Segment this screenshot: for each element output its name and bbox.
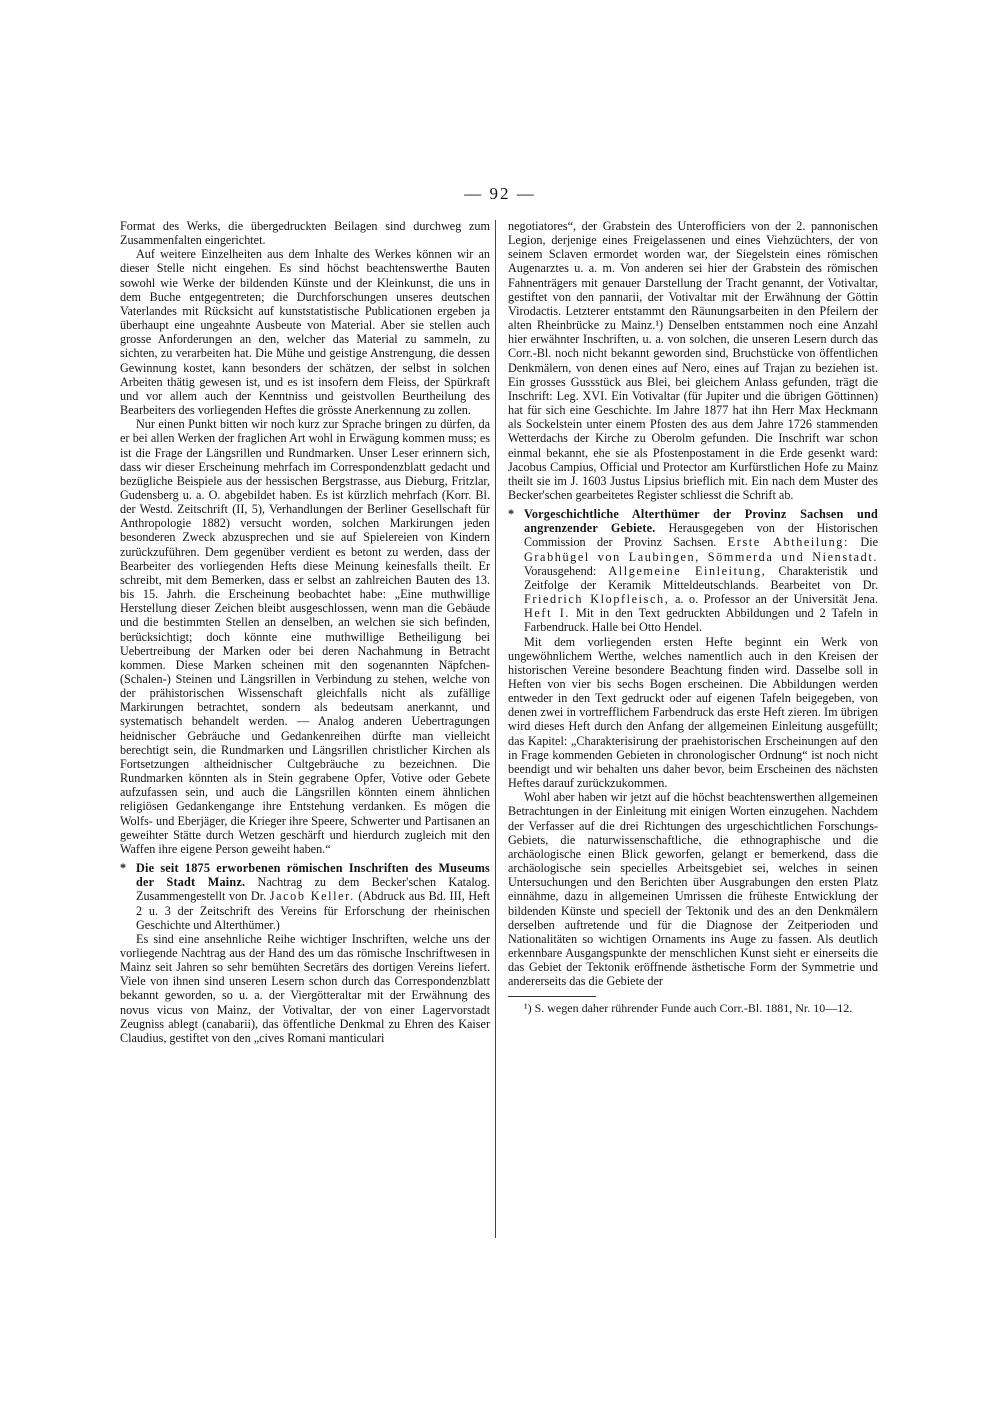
heading-introduction: Allgemeine Einleitung, [608, 563, 767, 578]
heading-publisher: Herausgegeben von der Historischen Commission der Provinz Sachsen. [524, 521, 878, 550]
heading-text: a. o. Professor an der Universität Jena. [674, 592, 879, 607]
footnote-rule [508, 996, 596, 997]
heading-description: Nachtrag zu dem Becker'schen Katalog. Zusammengestellt von Dr. [136, 875, 491, 904]
left-paragraph-1: Format des Werks, die übergedruckten Beilagen sind durchweg zum Zusammenfalten eingerichtet. [120, 219, 490, 248]
footnote: ¹) S. wegen daher rührender Funde auch Corr.-Bl. 1881, Nr. 10—12. [524, 1001, 853, 1016]
heading-text: Charakteristik und Zeitfolge der Keramik Mitteldeutschlands. Bearbeitet von Dr. [524, 563, 878, 592]
right-column [508, 219, 878, 1015]
heading-subject: Grabhügel von Laubingen, Sömmerda und Nienstadt. [524, 549, 878, 564]
heading-text: Die [860, 535, 879, 550]
left-paragraph-2: Auf weitere Einzelheiten aus dem Inhalte des Werkes können wir an dieser Stelle nicht eingehen. Es sind höchst beachtenswerthe Bauten sowohl wie Werke der bildenden Künste und der Kleinkunst, die uns in dem Buche entgegentreten; die Durchforschungen unseres deutschen Vaterlandes mit Rücksicht auf kunststatistische Publicationen ergeben ja überhaupt eine ungeahnte Ausbeute von Material. Aber sie stellen auch grosse Anforderungen an den, welcher das Material zu sammeln, zu sichten, zu verarbeiten hat. Die Mühe und geistige Anstrengung, die dessen Gewinnung kostet, kann besonders der schätzen, der selbst in solchen Arbeiten thätig gewesen ist, und es ist insofern dem Fleiss, der Spürkraft und vor allem auch der Kenntniss und geistvollen Beurtheilung des Bearbeiters des vorliegenden Heftes die grösste Anerkennung zu zollen. [120, 247, 490, 418]
page-number: — 92 — [464, 184, 536, 203]
heading-title: Die seit 1875 erworbenen römischen Inschriften des Museums der Stadt Mainz. [136, 861, 490, 890]
heading-text: Vorausgehend: [524, 563, 597, 578]
right-paragraph-1: negotiatores“, der Grabstein des Unterofficiers von der 2. pannonischen Legion, derjenige eines Freigelassenen und eines Viehzüchters, der von seinem Sclaven ermordet worden war, der Siegelstein eines römischen Augenarztes u. a. m. Von anderen sei hier der Grabstein des römischen Fahnenträgers mit genauer Darstellung der Tracht genannt, der Votivaltar, gestiftet von den pannarii, der Votivaltar mit der Erwähnung der Göttin Virodactis. Letzterer entstammt den Räunungsarbeiten in den Pfeilern der alten Rheinbrücke zu Mainz.¹) Denselben entstammen noch eine Anzahl hier erwähnter Inschriften, u. a. von solchen, die unseren Lesern durch das Corr.-Bl. noch nicht bekannt geworden sind, Bruchstücke von öffentlichen Denkmälern, von denen eines auf Nero, eines auf Trajan zu beziehen ist. Ein grosses Gussstück aus Blei, bei gleichem Anlass gefunden, trägt die Inschrift: Leg. XVI. Ein Votivaltar (für Jupiter und die übrigen Göttinnen) hat für sich eine Geschichte. Im Jahre 1877 hat ihn Herr Max Heckmann als Sockelstein unter einem Pfosten des aus dem Jahre 1726 stammenden Wetterdachs der Kirche zu Oberolm gefunden. Die Inschrift war schon einmal bekannt, ehe sie als Pfostenpostament in die Erde gesenkt ward: Jacobus Campius, Official und Protector am Kurfürstlichen Hofe zu Mainz theilt sie im J. 1603 Justus Lipsius brieflich mit. Ein nach dem Muster des Becker'schen gearbeitetes Register schliesst die Schrift ab. [508, 219, 878, 502]
heading-asterisk: * [508, 507, 515, 522]
heading-author: Jacob Keller. [269, 889, 355, 904]
left-paragraph-3: Nur einen Punkt bitten wir noch kurz zur Sprache bringen zu dürfen, da er bei allen Werken der fraglichen Art wohl in Erwägung kommen muss; es ist die Frage der Längsrillen und Rundmarken. Unser Leser erinnern sich, dass wir dieser Erscheinung mehrfach im Correspondenzblatt gedacht und bezügliche Beispiele aus der hessischen Bergstrasse, aus Dieburg, Fritzlar, Gudensberg u. a. O. abgebildet haben. Es ist kürzlich mehrfach (Korr. Bl. der Westd. Zeitschrift (II, 5), Verhandlungen der Berliner Gesellschaft für Anthropologie 1882) versucht worden, solchen Markirungen jeden besonderen Zweck abzusprechen und sie auf Spielereien von Kindern zurückzuführen. Dem gegenüber verdient es betont zu werden, dass der Bearbeiter des vorliegenden Hefts diese Meinung keinesfalls theilt. Er schreibt, mit dem Bemerken, dass er selbst an zahlreichen Bauten des 13. bis 15. Jahrh. die Erscheinung beobachtet habe: „Eine muthwillige Herstellung dieser Zeichen bleibt ausgeschlossen, wenn man die Gebäude und die bestimmten Stellen an denselben, an welchen sie sich befinden, berücksichtigt; doch könnte eine muthwillige Betheiligung bei Uebertreibung der Marken oder bei deren Nachahmung in Betracht kommen. Diese Marken scheinen mit den sogenannten Näpfchen- (Schalen-) Steinen und Längsrillen in Verbindung zu stehen, welche von der prähistorischen Wissenschaft gleichfalls nicht als zufällige Markirungen betrachtet, sondern als bedeutsam anerkannt, und systematisch behandelt werden. — Analog anderen Uebertragungen heidnischer Gebräuche und Gedankenreihen dürfte man vielleicht berechtigt sein, die Rundmarken und Längsrillen christlicher Kirchen als Fortsetzungen altheidnischer Cultgebräuche zu bezeichnen. Die Rundmarken könnten als in Stein gegrabene Opfer, Votive oder Gebete aufzufassen sein, und auch die Längsrillen könnten einem ähnlichen religiösen Gedankengange ihre Entstehung verdanken. Es mögen die Wolfs- und Eberjäger, die Krieger ihre Speere, Schwerter und Partisanen an geweihter Stätte durch Wetzen geschärft und hierdurch zugleich mit den Waffen ihre eigene Person geweiht haben.“ [120, 417, 490, 856]
heading-asterisk: * [120, 861, 127, 876]
right-paragraph-3: Wohl aber haben wir jetzt auf die höchst beachtenswerthen allgemeinen Betrachtungen in der Einleitung mit einigen Worten einzugehen. Nachdem der Verfasser auf die drei Richtungen des urgeschichtlichen Forschungs-Gebiets, die naturwissenschaftliche, die ethnographische und die archäologische einen Blick geworfen, gelangt er bemerkend, dass die archäologische sein specielles Arbeitsgebiet sei, welches in seinen Untersuchungen und den Berichten über Ausgrabungen den ersten Platz einnähme, dazu in allgemeinen Umrissen die früheste Entwicklung der bildenden Künste und speciell der Tektonik und des an den Denkmälern derselben auftretende und für die Diagnose der Zeitperioden und Nationalitäten so wichtigen Ornaments ins Auge zu fassen. Als deutlich erkennbare Ausgangspunkte der menschlichen Kunst sieht er einerseits die das Gebiet der Tektonik eröffnende ästhetische Form der Symmetrie und andererseits das die Gebiete der [508, 790, 878, 989]
left-paragraph-4: Es sind eine ansehnliche Reihe wichtiger Inschriften, welche uns der vorliegende Nachtrag aus der Hand des um das römische Inschriftwesen in Mainz seit Jahren so sehr bemühten Secretärs des dortigen Vereins liefert. Viele von ihnen sind unseren Lesern schon durch das Correspondenzblatt bekannt geworden, so u. a. der Viergötteraltar mit der Erwähnung des novus vicus von Mainz, der Votivaltar, der von einer Lagervorstadt Zeugniss ablegt (canabarii), das öffentliche Denkmal zu Ehren des Kaiser Claudius, gestiftet von den „cives Romani manticulari [120, 931, 490, 1045]
heading-issue: Heft I. [524, 606, 570, 621]
review-heading-saxony-antiquities [508, 507, 878, 634]
heading-author: Friedrich Klopfleisch, [524, 592, 670, 607]
review-heading-mainz-inscriptions [120, 861, 490, 932]
heading-title: Vorgeschichtliche Alterthümer der Provinz Sachsen und angrenzender Gebiete. [524, 507, 878, 536]
heading-text: Mit in den Text gedruckten Abbildungen und 2 Tafeln in Farbendruck. Halle bei Otto Hendel. [524, 606, 879, 635]
right-paragraph-2: Mit dem vorliegenden ersten Hefte beginnt ein Werk von ungewöhnlichem Werthe, welches namentlich auch in den Kreisen der historischen Vereine besondere Beachtung finden wird. Dasselbe soll in Heften von vier bis sechs Bogen erscheinen. Die Abbildungen werden entweder in den Text gedruckt oder auf eigenen Tafeln beigegeben, von denen zwei in vortrefflichem Farbendruck das erste Heft zieren. Im übrigen wird dieses Heft durch den Anfang der allgemeinen Einleitung ausgefüllt; das Kapitel: „Charakterisirung der praehistorischen Erscheinungen auf den in Frage kommenden Gebieten in chronologischer Ordnung“ ist noch nicht beendigt und wir behalten uns daher bevor, beim Erscheinen des nächsten Heftes darauf zurückzukommen. [508, 634, 878, 791]
heading-source: (Abdruck aus Bd. III, Heft 2 u. 3 der Zeitschrift des Vereins für Erforschung der rheinischen Geschichte und Alterthümer.) [136, 889, 491, 932]
heading-section: Erste Abtheilung: [727, 535, 849, 550]
column-divider [495, 220, 496, 1238]
left-column [120, 219, 490, 1045]
